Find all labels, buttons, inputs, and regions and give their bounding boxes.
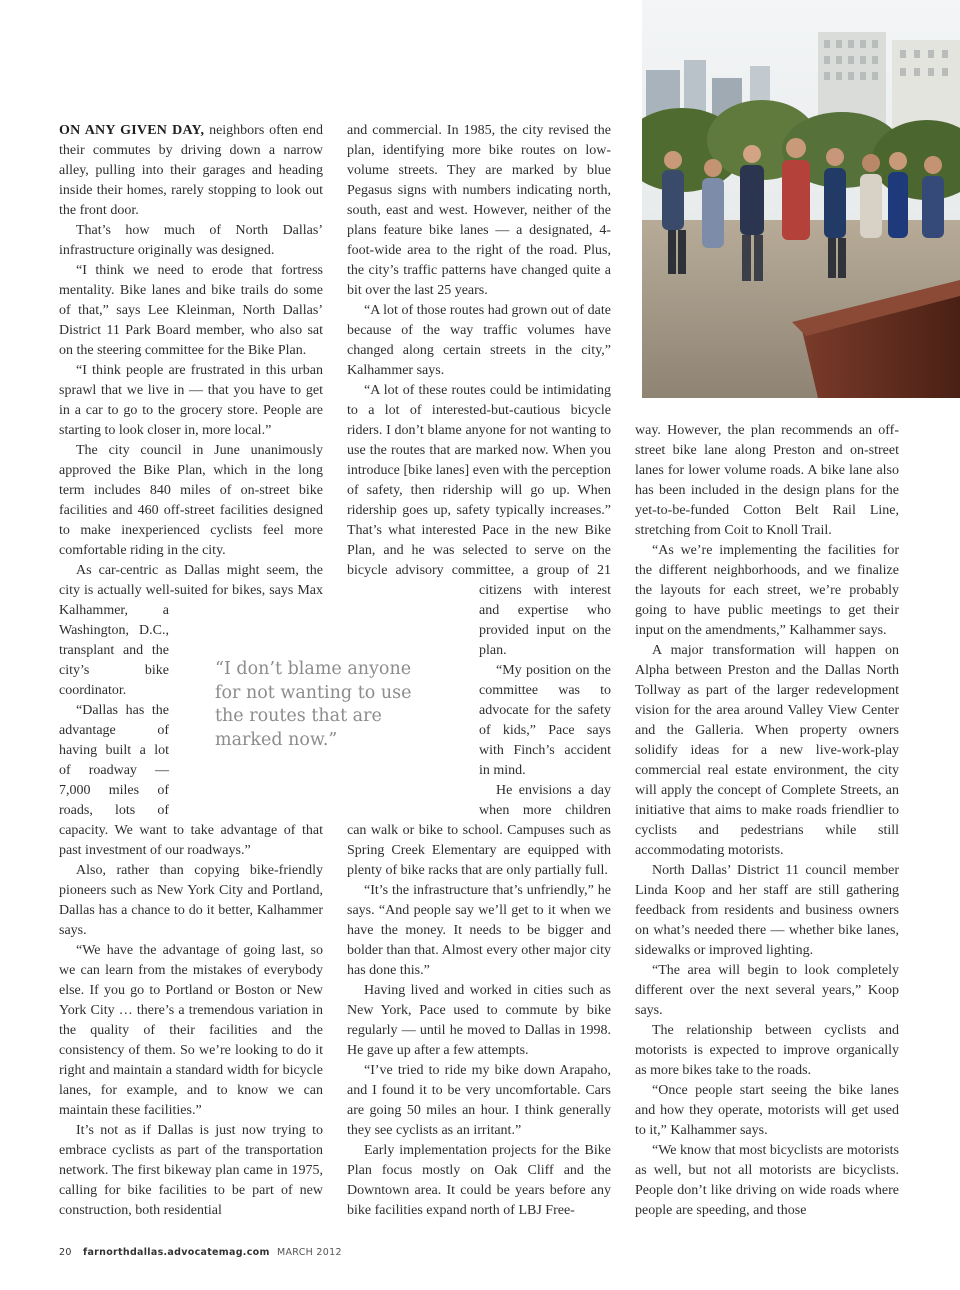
paragraph: “Dallas has the advantage of having built a lot of roadway — 7,000 miles of roads, lots of capacity. We want to take advantage of that past investment of our roadways.” [59, 703, 323, 858]
article-photo [642, 0, 960, 398]
issue-date: MARCH 2012 [277, 1247, 342, 1258]
paragraph: “I’ve tried to ride my bike down Arapaho, and I found it to be very uncomfortable. Cars are going 50 miles an hour. I think generally they see cyclists as an irritant.” [347, 1063, 611, 1138]
paragraph: He envisions a day when more children can walk or bike to school. Campuses such as Spring Creek Elementary are equipped with plenty of bike racks that are only partially full. [347, 783, 611, 878]
paragraph: and commercial. In 1985, the city revised the plan, identifying more bike routes on low-volume streets. They are marked by blue Pegasus signs with numbers indicating north, south, east and west. However, neither of the plans feature bike lanes — a designated, 4-foot-wide area to the right of the road. Plus, the city’s traffic patterns have changed quite a bit over the last 25 years. [347, 123, 611, 298]
paragraph: way. However, the plan recommends an off-street bike lane along Preston and on-street lanes for lower volume roads. A bike lane also has been included in the design plans for the yet-to-be-funded Cotton Belt Rail Line, stretching from Coit to Knoll Trail. [635, 423, 899, 538]
paragraph: The relationship between cyclists and motorists is expected to improve organically as more bikes take to the roads. [635, 1023, 899, 1078]
pull-quote: “I don’t blame anyone for not wanting to use the routes that are marked now.” [215, 659, 412, 750]
paragraph: “My position on the committee was to advocate for the safety of kids,” Pace says with Finch’s accident in mind. [479, 663, 611, 778]
paragraph: As car-centric as Dallas might seem, the city is actually well-suited for bikes, says Max Kalhammer, a Washington, D.C., transplant and the city’s bike coordinator. [59, 563, 323, 698]
lead-in: ON ANY GIVEN DAY, [59, 123, 205, 138]
paragraph: “I think we need to erode that fortress mentality. Bike lanes and bike trails do some of that,” says Lee Kleinman, North Dallas’ District 11 Park Board member, who also sat on the steering committee for the Bike Plan. [59, 263, 323, 358]
photo-illustration [642, 0, 960, 398]
paragraph: “It’s the infrastructure that’s unfriendly,” he says. “And people say we’ll get to it when we have the money. It needs to be bigger and bolder than that. Almost every other major city has done this.” [347, 883, 611, 978]
paragraph: “Once people start seeing the bike lanes and how they operate, motorists will get used to it,” Kalhammer says. [635, 1083, 899, 1138]
paragraph: “I think people are frustrated in this urban sprawl that we live in — that you have to get in a car to go to the grocery store. People are starting to look closer in, more local.” [59, 363, 323, 438]
paragraph: It’s not as if Dallas is just now trying to embrace cyclists as part of the transportation network. The first bikeway plan came in 1975, calling for bike facilities to be part of new construction, both residential [59, 1123, 323, 1218]
paragraph: “A lot of those routes had grown out of date because of the way traffic volumes have changed along certain streets in the city,” Kalhammer says. [347, 303, 611, 378]
paragraph: “The area will begin to look completely different over the next several years,” Koop says. [635, 963, 899, 1018]
paragraph: Early implementation projects for the Bike Plan focus mostly on Oak Cliff and the Downtown area. It could be years before any bike facilities expand north of LBJ Free- [347, 1143, 611, 1218]
footer-site-link[interactable]: farnorthdallas.advocatemag.com [83, 1247, 270, 1258]
paragraph: “We know that most bicyclists are motorists as well, but not all motorists are bicyclists. People don’t like driving on wide roads where people are speeding, and those [635, 1143, 899, 1218]
page-footer [59, 1247, 342, 1258]
page-number: 20 [59, 1247, 72, 1258]
paragraph: The city council in June unanimously approved the Bike Plan, which in the long term includes 840 miles of on-street bike facilities and 460 off-street facilities designed to make inexperienced cyclists feel more comfortable riding in the city. [59, 443, 323, 558]
paragraph: That’s how much of North Dallas’ infrastructure originally was designed. [59, 223, 323, 258]
lead-paragraph: ON ANY GIVEN DAY, neighbors often end their commutes by driving down a narrow alley, pulling into their garages and heading inside their homes, rarely stopping to look out the front door. [59, 123, 324, 218]
article-column-3 [635, 421, 899, 1221]
paragraph: Having lived and worked in cities such as New York, Pace used to commute by bike regularly — until he moved to Dallas in 1998. He gave up after a few attempts. [347, 983, 611, 1058]
paragraph: “A lot of these routes could be intimidating to a lot of interested-but-cautious bicycle riders. I don’t blame anyone for not wanting to use the routes that are marked now. When you introduce [bike lanes] even with the perception of safety, then ridership will go up. When ridership goes up, safety typically increases.” That’s what interested Pace in the new Bike Plan, and he was selected to serve on the bicycle advisory committee, a group of 21 citizens with interest and expertise who provided input on the plan. [347, 383, 611, 658]
paragraph: A major transformation will happen on Alpha between Preston and the Dallas North Tollway as part of the larger redevelopment vision for the area around Valley View Center and the Galleria. When property owners solidify ideas for a new live-work-play commercial real estate environment, the city will apply the concept of Complete Streets, an initiative that aims to make roads friendlier to cyclists and pedestrians while still accommodating motorists. [635, 643, 899, 858]
paragraph: “We have the advantage of going last, so we can learn from the mistakes of everybody else. If you go to Portland or Boston or New York City … there’s a tremendous variation in the quality of their facilities and the consistency of them. So we’re looking to do it right and maintain a standard width for bicycle lanes, for example, and to know we can maintain these facilities.” [59, 943, 323, 1118]
paragraph: “As we’re implementing the facilities for the different neighborhoods, and we finalize the layouts for each street, we’re probably going to have public meetings to get their input on the amendments,” Kalhammer says. [635, 543, 899, 638]
paragraph: North Dallas’ District 11 council member Linda Koop and her staff are still gathering feedback from residents and business owners on what’s needed there — whether bike lanes, sidewalks or improved lighting. [635, 863, 899, 958]
paragraph: Also, rather than copying bike-friendly pioneers such as New York City and Portland, Dallas has a chance to do it better, Kalhammer says. [59, 863, 323, 938]
